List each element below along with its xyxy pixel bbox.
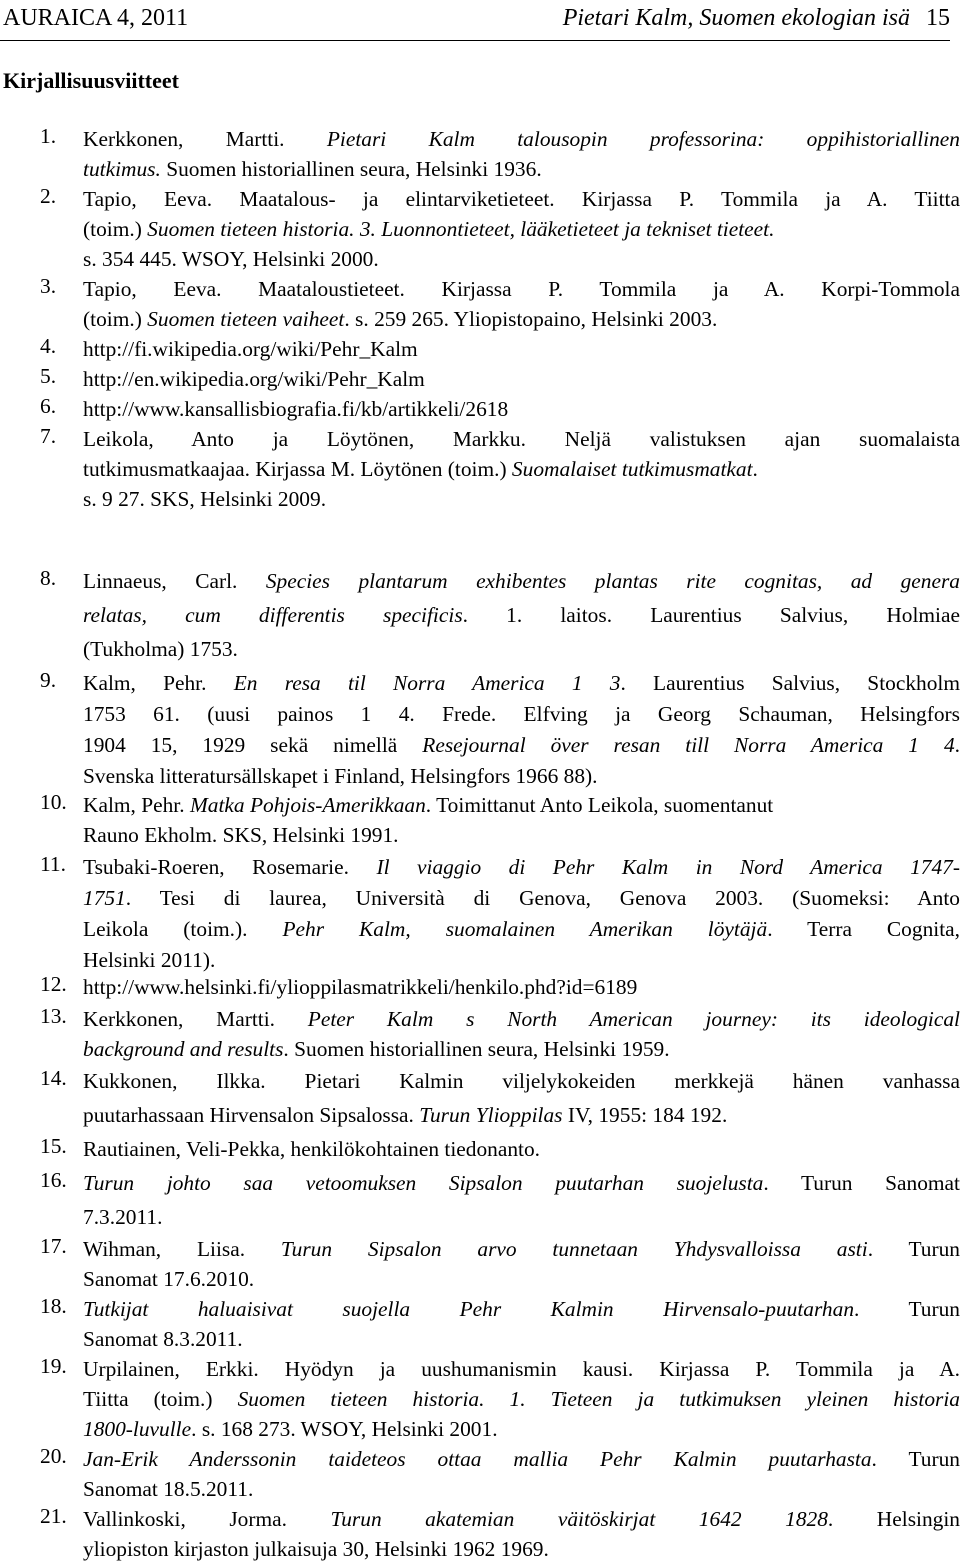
text-run: Rautiainen, Veli-Pekka, henkilökohtainen tiedonanto. xyxy=(83,1137,541,1161)
italic-text: Turun Sipsalon arvo tunnetaan Yhdysvalloissa asti xyxy=(280,1237,868,1261)
italic-text: Suomalaiset tutkimusmatkat xyxy=(511,457,753,481)
italic-text: Turun johto saa vetoomuksen Sipsalon puutarhan suojelusta xyxy=(83,1171,764,1195)
text-run: Kalm, Pehr. xyxy=(83,671,234,695)
journal-issue: AURAICA 4, 2011 xyxy=(3,5,189,31)
text-run: . s. 168 273. WSOY, Helsinki 2001. xyxy=(191,1417,498,1441)
text-run: 1904 15, 1929 sekä nimellä xyxy=(83,733,423,757)
reference-number: 16. xyxy=(40,1168,67,1192)
reference-line xyxy=(83,184,960,214)
text-run: . xyxy=(954,733,960,757)
reference-line xyxy=(83,244,960,274)
reference-number: 20. xyxy=(40,1444,67,1468)
reference-line xyxy=(83,1034,960,1064)
text-run: . Laurentius Salvius, Stockholm xyxy=(620,671,960,695)
reference-line xyxy=(83,1066,960,1096)
text-run: puutarhassaan Hirvensalon Sipsalossa. xyxy=(83,1103,420,1127)
reference-number: 17. xyxy=(40,1234,67,1258)
italic-text: background and results xyxy=(83,1037,284,1061)
text-run: yliopiston kirjaston julkaisuja 30, Helsinki 1962 1969. xyxy=(83,1537,549,1561)
text-run: 7.3.2011. xyxy=(83,1205,163,1229)
reference-line xyxy=(83,1414,960,1444)
text-run: . s. 259 265. Yliopistopaino, Helsinki 2003. xyxy=(344,307,718,331)
reference-line xyxy=(83,883,960,913)
italic-text: En resa til Norra America 1 3 xyxy=(233,671,621,695)
reference-line xyxy=(83,484,960,514)
reference-number: 7. xyxy=(40,424,57,448)
reference-line xyxy=(83,600,960,630)
text-run: . Turun xyxy=(871,1447,960,1471)
running-header xyxy=(0,0,950,41)
italic-text: Turun akatemian väitöskirjat 1642 1828 xyxy=(330,1507,828,1531)
text-run: Svenska litteratursällskapet i Finland, Helsingfors 1966 88). xyxy=(83,764,598,788)
italic-text: Tutkijat haluaisivat suojella Pehr Kalmin Hirvensalo-puutarhan xyxy=(83,1297,855,1321)
reference-number: 8. xyxy=(40,566,57,590)
page-number: 15 xyxy=(926,5,950,31)
text-run: Linnaeus, Carl. xyxy=(83,569,266,593)
text-run: 1753 61. (uusi painos 1 4. Frede. Elfving ja Georg Schauman, Helsingfors xyxy=(83,702,960,726)
reference-line xyxy=(83,668,960,698)
text-run: (Tukholma) 1753. xyxy=(83,637,238,661)
text-run: http://fi.wikipedia.org/wiki/Pehr_Kalm xyxy=(83,337,418,361)
reference-line xyxy=(83,699,960,729)
reference-line xyxy=(83,334,960,364)
reference-line xyxy=(83,424,960,454)
reference-number: 19. xyxy=(40,1354,67,1378)
reference-number: 12. xyxy=(40,972,67,996)
reference-number: 1. xyxy=(40,124,57,148)
reference-line xyxy=(83,1354,960,1384)
reference-line xyxy=(83,1004,960,1034)
reference-number: 15. xyxy=(40,1134,67,1158)
reference-line xyxy=(83,454,960,484)
reference-line xyxy=(83,1168,960,1198)
italic-text: tutkimus. xyxy=(83,157,161,181)
text-run: Kerkkonen, Martti. xyxy=(83,127,327,151)
reference-line xyxy=(83,1504,960,1534)
reference-line xyxy=(83,364,960,394)
text-run: Sanomat 18.5.2011. xyxy=(83,1477,254,1501)
text-run: http://www.helsinki.fi/ylioppilasmatrikkeli/henkilo.phd?id=6189 xyxy=(83,975,638,999)
text-run: Leikola, Anto ja Löytönen, Markku. Neljä valistuksen ajan suomalaista xyxy=(83,427,960,451)
text-run: Kerkkonen, Martti. xyxy=(83,1007,308,1031)
running-title: Pietari Kalm, Suomen ekologian isä xyxy=(562,5,910,31)
italic-text: Pietari Kalm talousopin professorina: oppihistoriallinen xyxy=(326,127,960,151)
text-run: Kalm, Pehr. xyxy=(83,793,190,817)
reference-line xyxy=(83,1384,960,1414)
reference-line xyxy=(83,730,960,760)
text-run: . Turun xyxy=(854,1297,960,1321)
reference-line xyxy=(83,304,960,334)
text-run: . 1. laitos. Laurentius Salvius, Holmiae xyxy=(462,603,960,627)
italic-text: 1751 xyxy=(83,886,126,910)
italic-text: Turun Ylioppilas xyxy=(419,1103,563,1127)
italic-text: Il viaggio di Pehr Kalm in Nord America 1747- xyxy=(376,855,960,879)
reference-line xyxy=(83,1324,960,1354)
text-run: Tiitta (toim.) xyxy=(83,1387,238,1411)
reference-number: 21. xyxy=(40,1504,67,1528)
text-run: Kukkonen, Ilkka. Pietari Kalmin viljelykokeiden merkkejä hänen vanhassa xyxy=(83,1069,960,1093)
italic-text: Pehr Kalm, suomalainen Amerikan löytäjä xyxy=(282,917,768,941)
text-run: . Terra Cognita, xyxy=(767,917,960,941)
reference-number: 14. xyxy=(40,1066,67,1090)
reference-line xyxy=(83,154,960,184)
italic-text: Matka Pohjois-Amerikkaan xyxy=(189,793,426,817)
text-run: Tapio, Eeva. Maataloustieteet. Kirjassa P. Tommila ja A. Korpi-Tommola xyxy=(83,277,960,301)
text-run: IV, 1955: 184 192. xyxy=(562,1103,728,1127)
text-run: . xyxy=(752,457,758,481)
text-run: Rauno Ekholm. SKS, Helsinki 1991. xyxy=(83,823,399,847)
reference-number: 4. xyxy=(40,334,57,358)
reference-number: 13. xyxy=(40,1004,67,1028)
text-run: Tapio, Eeva. Maatalous- ja elintarviketieteet. Kirjassa P. Tommila ja A. Tiitta xyxy=(83,187,960,211)
italic-text: Jan-Erik Anderssonin taideteos ottaa mallia Pehr Kalmin puutarhasta xyxy=(83,1447,872,1471)
text-run: Suomen historiallinen seura, Helsinki 1936. xyxy=(160,157,542,181)
reference-line xyxy=(83,1474,960,1504)
reference-number: 10. xyxy=(40,790,67,814)
text-run: Leikola (toim.). xyxy=(83,917,283,941)
text-run: . Tesi di laurea, Università di Genova, Genova 2003. (Suomeksi: Anto xyxy=(125,886,960,910)
reference-line xyxy=(83,394,960,424)
text-run: (toim.) xyxy=(83,307,148,331)
italic-text: Resejournal över resan till Norra America 1 4 xyxy=(422,733,955,757)
text-run: . Turun Sanomat xyxy=(763,1171,960,1195)
reference-line xyxy=(83,1234,960,1264)
reference-line xyxy=(83,566,960,596)
italic-text: Species plantarum exhibentes plantas rite cognitas, ad genera xyxy=(265,569,960,593)
reference-line xyxy=(83,972,960,1002)
reference-line xyxy=(83,1444,960,1474)
reference-number: 6. xyxy=(40,394,57,418)
reference-line xyxy=(83,1534,960,1564)
text-run: Urpilainen, Erkki. Hyödyn ja uushumanismin kausi. Kirjassa P. Tommila ja A. xyxy=(83,1357,960,1381)
italic-text: 1800-luvulle xyxy=(83,1417,192,1441)
text-run: s. 9 27. SKS, Helsinki 2009. xyxy=(83,487,327,511)
text-run: . Turun xyxy=(867,1237,960,1261)
reference-line xyxy=(83,124,960,154)
text-run: (toim.) xyxy=(83,217,148,241)
text-run: . Toimittanut Anto Leikola, suomentanut xyxy=(425,793,774,817)
text-run: . Suomen historiallinen seura, Helsinki 1959. xyxy=(283,1037,670,1061)
text-run: http://www.kansallisbiografia.fi/kb/artikkeli/2618 xyxy=(83,397,509,421)
reference-number: 18. xyxy=(40,1294,67,1318)
text-run: Helsinki 2011). xyxy=(83,948,216,972)
text-run: . Helsingin xyxy=(827,1507,960,1531)
reference-line xyxy=(83,1134,960,1164)
reference-number: 11. xyxy=(40,852,66,876)
reference-line xyxy=(83,274,960,304)
reference-line xyxy=(83,634,960,664)
text-run: Sanomat 17.6.2010. xyxy=(83,1267,255,1291)
reference-line xyxy=(83,1100,960,1130)
text-run: http://en.wikipedia.org/wiki/Pehr_Kalm xyxy=(83,367,425,391)
text-run: Wihman, Liisa. xyxy=(83,1237,281,1261)
section-title: Kirjallisuusviitteet xyxy=(3,68,179,93)
reference-number: 2. xyxy=(40,184,57,208)
text-run: Tsubaki-Roeren, Rosemarie. xyxy=(83,855,377,879)
italic-text: Suomen tieteen vaiheet xyxy=(147,307,345,331)
reference-line xyxy=(83,820,960,850)
text-run: Sanomat 8.3.2011. xyxy=(83,1327,243,1351)
reference-line xyxy=(83,914,960,944)
reference-line xyxy=(83,1264,960,1294)
text-run: s. 354 445. WSOY, Helsinki 2000. xyxy=(83,247,379,271)
reference-number: 3. xyxy=(40,274,57,298)
reference-number: 9. xyxy=(40,668,57,692)
reference-line xyxy=(83,761,960,791)
italic-text: relatas, cum differentis specificis xyxy=(83,603,463,627)
reference-line xyxy=(83,214,960,244)
reference-line xyxy=(83,790,960,820)
reference-number: 5. xyxy=(40,364,57,388)
reference-line xyxy=(83,1294,960,1324)
italic-text: Suomen tieteen historia. 1. Tieteen ja tutkimuksen yleinen historia xyxy=(237,1387,960,1411)
text-run: Vallinkoski, Jorma. xyxy=(83,1507,331,1531)
text-run: tutkimusmatkaajaa. Kirjassa M. Löytönen (toim.) xyxy=(83,457,512,481)
reference-line xyxy=(83,945,960,975)
italic-text: Peter Kalm s North American journey: its ideological xyxy=(307,1007,960,1031)
italic-text: Suomen tieteen historia. 3. Luonnontieteet, lääketieteet ja tekniset tieteet. xyxy=(147,217,775,241)
reference-line xyxy=(83,1202,960,1232)
reference-line xyxy=(83,852,960,882)
